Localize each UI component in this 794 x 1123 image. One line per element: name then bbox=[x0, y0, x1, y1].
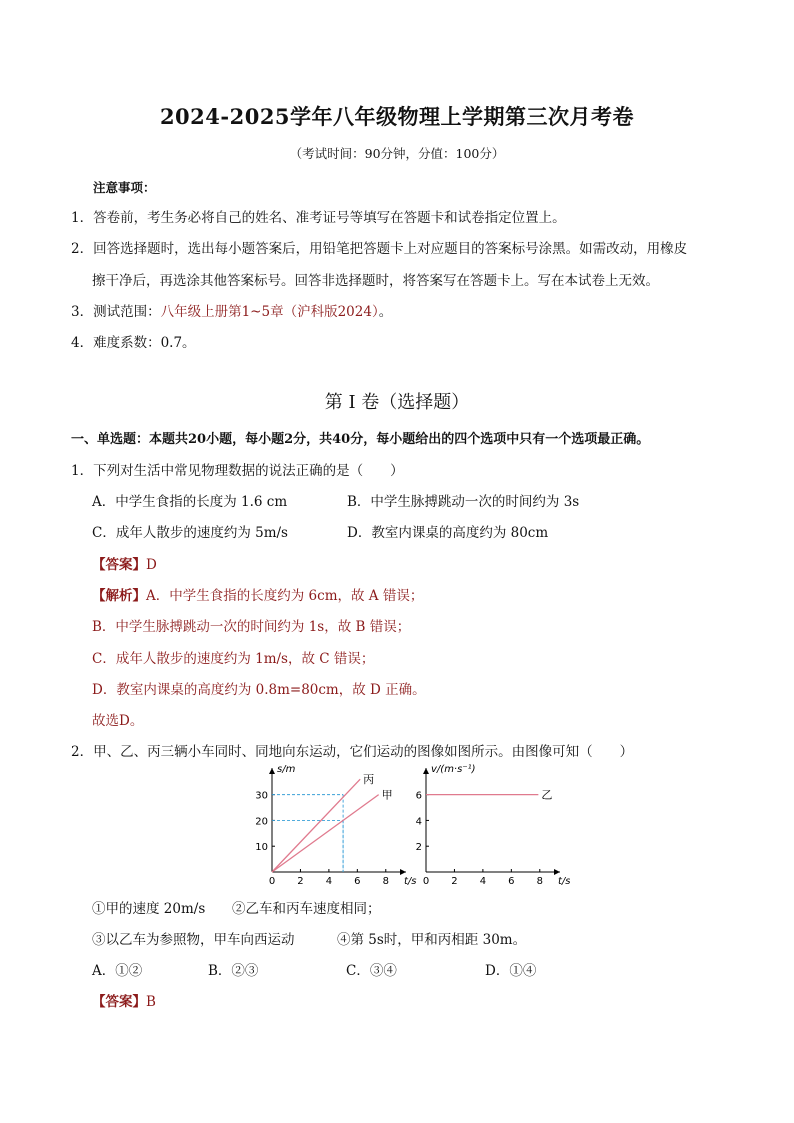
x-tick-label: 2 bbox=[451, 876, 458, 887]
q2-statement-4: ④第 5s时，甲和丙相距 30m。 bbox=[337, 932, 527, 948]
q1-analysis-4: D．教室内课桌的高度约为 0.8m=80cm，故 D 正确。 bbox=[92, 682, 426, 698]
notice-item-2-line-2: 擦干净后，再选涂其他答案标号。回答非选择题时，将答案写在答题卡上。写在本试卷上无效。 bbox=[92, 273, 659, 289]
x-axis-arrow bbox=[554, 869, 560, 875]
q2-statement-2: ②乙车和丙车速度相同； bbox=[232, 901, 381, 917]
q2-option-a: A．①② bbox=[92, 963, 143, 979]
x-axis-label: t/s bbox=[404, 876, 417, 887]
q1-analysis-1 bbox=[92, 584, 423, 604]
x-tick-label: 4 bbox=[479, 876, 487, 887]
q2-option-c: C．③④ bbox=[346, 963, 397, 979]
y-tick-label: 10 bbox=[255, 842, 268, 854]
q2-option-b: B．②③ bbox=[208, 963, 259, 979]
q1-answer-value: D bbox=[146, 557, 157, 573]
q1-answer bbox=[92, 553, 157, 573]
x-axis-label: t/s bbox=[558, 876, 570, 887]
series-line-0 bbox=[272, 779, 360, 872]
q2-option-d: D．①④ bbox=[485, 963, 537, 979]
x-tick-label: 0 bbox=[268, 876, 276, 887]
velocity-time-chart bbox=[416, 764, 570, 887]
x-tick-label: 2 bbox=[297, 876, 304, 887]
q1-analysis-label: 【解析】 bbox=[92, 588, 146, 604]
series-label-0: 乙 bbox=[541, 788, 553, 802]
notice-item-3-suffix: 。 bbox=[378, 304, 393, 320]
test-scope: 八年级上册第1~5章（沪科版2024） bbox=[160, 304, 379, 320]
q2-answer bbox=[92, 990, 156, 1010]
series-label-0: 丙 bbox=[363, 773, 375, 787]
q1-option-d: D．教室内课桌的高度约为 80cm bbox=[347, 525, 549, 541]
q1-analysis-1-text: A．中学生食指的长度约为 6cm，故 A 错误； bbox=[146, 588, 424, 604]
q1-option-b: B．中学生脉搏跳动一次的时间约为 3s bbox=[347, 494, 580, 510]
notice-item-4: 4．难度系数：0.7。 bbox=[71, 335, 196, 351]
q1-stem: 1．下列对生活中常见物理数据的说法正确的是（ ） bbox=[71, 463, 404, 479]
x-tick-label: 0 bbox=[422, 876, 430, 887]
notice-item-2-line-1: 2．回答选择题时，选出每小题答案后，用铅笔把答题卡上对应题目的答案标号涂黑。如需改动，用橡皮 bbox=[71, 241, 688, 257]
notice-item-3 bbox=[71, 300, 392, 320]
y-tick-label: 2 bbox=[415, 842, 422, 854]
q2-answer-label: 【答案】 bbox=[92, 994, 146, 1010]
section-title: 第 I 卷（选择题） bbox=[324, 392, 470, 413]
y-axis-arrow bbox=[269, 768, 275, 774]
x-tick-label: 8 bbox=[382, 876, 389, 887]
exam-info: （考试时间：90分钟，分值：100分） bbox=[289, 146, 505, 161]
q1-option-c: C．成年人散步的速度约为 5m/s bbox=[92, 525, 288, 541]
q1-option-a: A．中学生食指的长度为 1.6 cm bbox=[92, 494, 288, 510]
section-instruction: 一、单选题：本题共20小题，每小题2分，共40分，每小题给出的四个选项中只有一个选项最正确。 bbox=[71, 432, 650, 447]
q1-analysis-2: B．中学生脉搏跳动一次的时间约为 1s，故 B 错误； bbox=[92, 619, 411, 635]
y-tick-label: 6 bbox=[415, 790, 422, 802]
distance-time-chart bbox=[255, 764, 416, 887]
y-axis-label: v/(m·s⁻¹) bbox=[431, 764, 476, 775]
q2-answer-value: B bbox=[146, 994, 156, 1010]
y-tick-label: 4 bbox=[415, 816, 422, 828]
q2-statement-3: ③以乙车为参照物，甲车向西运动 bbox=[92, 932, 295, 948]
x-tick-label: 6 bbox=[354, 876, 361, 887]
series-label-1: 甲 bbox=[381, 788, 393, 802]
x-axis-arrow bbox=[400, 869, 406, 875]
q1-conclusion: 故选D。 bbox=[92, 713, 144, 729]
q1-analysis-3: C．成年人散步的速度约为 1m/s，故 C 错误； bbox=[92, 651, 375, 667]
y-tick-label: 20 bbox=[255, 816, 268, 828]
notice-item-3-prefix: 3．测试范围： bbox=[71, 304, 161, 320]
x-tick-label: 6 bbox=[508, 876, 515, 887]
x-tick-label: 4 bbox=[325, 876, 333, 887]
x-tick-label: 8 bbox=[536, 876, 543, 887]
notice-heading: 注意事项： bbox=[93, 180, 156, 195]
q1-answer-label: 【答案】 bbox=[92, 557, 146, 573]
y-tick-label: 30 bbox=[255, 790, 268, 802]
q2-statement-1: ①甲的速度 20m/s bbox=[92, 901, 206, 917]
series-line-1 bbox=[272, 795, 379, 872]
page-title: 2024-2025学年八年级物理上学期第三次月考卷 bbox=[159, 104, 635, 129]
y-axis-arrow bbox=[423, 768, 429, 774]
q2-figure bbox=[240, 762, 570, 892]
y-axis-label: s/m bbox=[277, 764, 296, 775]
notice-item-1: 1．答卷前，考生务必将自己的姓名、准考证号等填写在答题卡和试卷指定位置上。 bbox=[71, 210, 566, 226]
q2-stem: 2．甲、乙、丙三辆小车同时、同地向东运动，它们运动的图像如图所示。由图像可知（ ） bbox=[71, 744, 634, 760]
